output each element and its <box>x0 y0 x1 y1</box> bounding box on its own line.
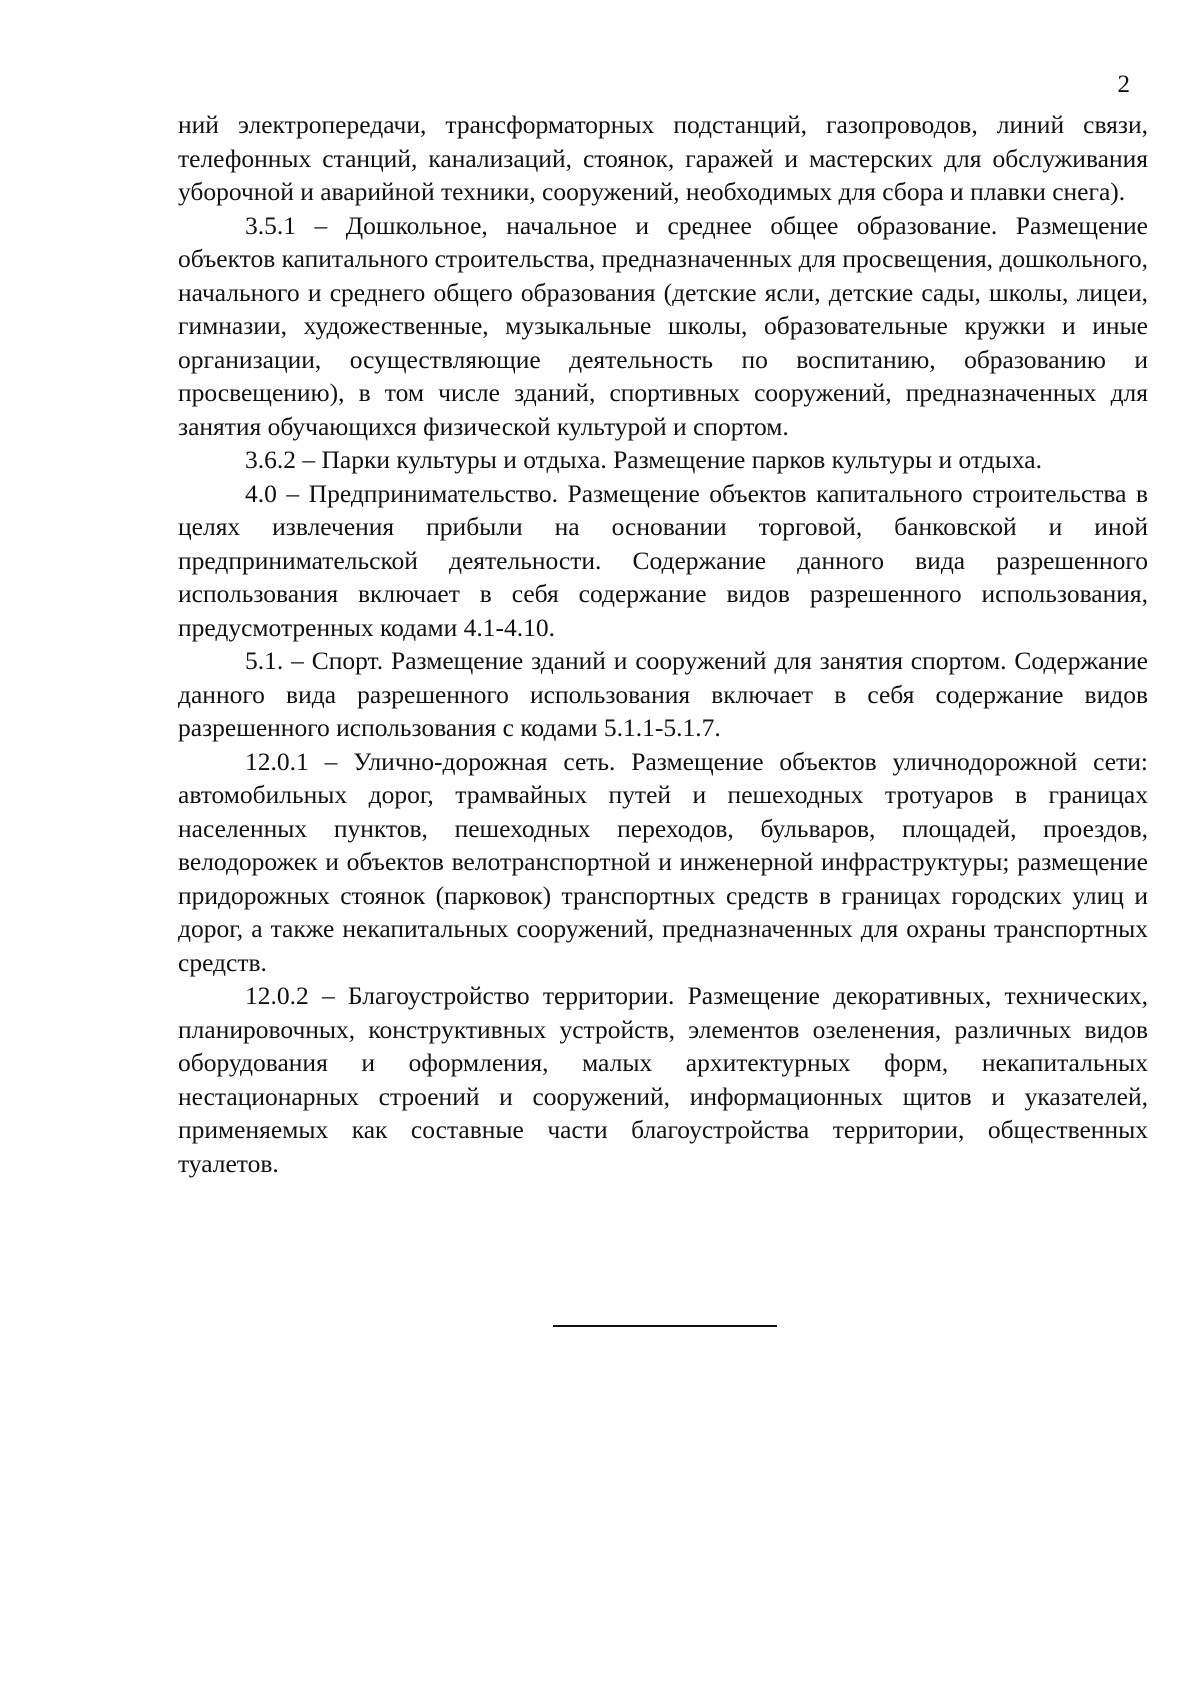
paragraph-12-0-1: 12.0.1 – Улично-дорожная сеть. Размещение объектов уличнодорожной сети: автомобильных дорог, трамвайных путей и пешеходных тротуаров в границах населенных пунктов, пешеходных переходов, бульваров, площадей, проездов, велодорожек и объектов велотранспортной и инженерной инфраструктуры; размещение придорожных стоянок (парковок) транспортных средств в границах городских улиц и дорог, а также некапитальных сооружений, предназначенных для охраны транспортных средств. <box>178 746 1148 977</box>
paragraph-5-1: 5.1. – Спорт. Размещение зданий и сооружений для занятия спортом. Содержание данного вида разрешенного использования включает в себя содержание видов разрешенного использования с кодами 5.1.1-5.1.7. <box>178 646 1148 742</box>
page-number: 2 <box>1117 71 1130 98</box>
paragraph-4-0: 4.0 – Предпринимательство. Размещение объектов капитального строительства в целях извлечения прибыли на основании торговой, банковской и иной предпринимательской деятельности. Содержание данного вида разрешенного использования включает в себя содержание видов разрешенного использования, предусмотренных кодами 4.1-4.10. <box>178 478 1148 642</box>
paragraph-12-0-2: 12.0.2 – Благоустройство территории. Размещение декоративных, технических, планировочных, конструктивных устройств, элементов озеленения, различных видов оборудования и оформления, малых архитектурных форм, некапитальных нестационарных строений и сооружений, информационных щитов и указателей, применяемых как составные части благоустройства территории, общественных туалетов. <box>178 981 1148 1178</box>
paragraph-continuation: ний электропередачи, трансформаторных подстанций, газопроводов, линий связи, телефонных станций, канализаций, стоянок, гаражей и мастерских для обслуживания уборочной и аварийной техники, сооружений, необходимых для сбора и плавки снега). <box>178 110 1148 206</box>
end-of-document-rule <box>553 1325 777 1327</box>
paragraph-3-5-1: 3.5.1 – Дошкольное, начальное и среднее общее образование. Размещение объектов капитального строительства, предназначенных для просвещения, дошкольного, начального и среднего общего образования (детские ясли, детские сады, школы, лицеи, гимназии, художественные, музыкальные школы, образовательные кружки и иные организации, осуществляющие деятельность по воспитанию, образованию и просвещению), в том числе зданий, спортивных сооружений, предназначенных для занятия обучающихся физической культурой и спортом. <box>178 210 1148 441</box>
document-body <box>178 108 1148 1180</box>
paragraph-3-6-2: 3.6.2 – Парки культуры и отдыха. Размещение парков культуры и отдыха. <box>245 445 1042 474</box>
